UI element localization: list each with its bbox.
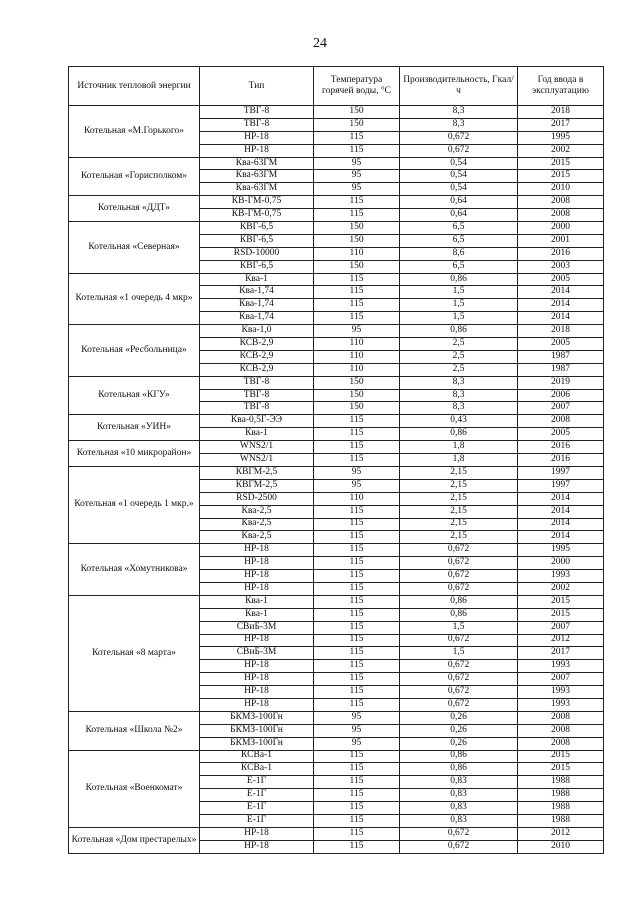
commission-year: 2005: [518, 273, 604, 286]
water-temperature: 115: [314, 441, 400, 454]
equipment-type: Ква-1: [200, 608, 314, 621]
capacity: 0,86: [400, 595, 518, 608]
commission-year: 2010: [518, 183, 604, 196]
header-water-temperature: Температура горячей воды, °С: [314, 67, 400, 106]
capacity: 2,5: [400, 338, 518, 351]
heat-source-name: Котельная «УИН»: [69, 415, 200, 441]
commission-year: 2000: [518, 557, 604, 570]
commission-year: 2008: [518, 209, 604, 222]
capacity: 2,5: [400, 350, 518, 363]
equipment-type: КСВа-1: [200, 763, 314, 776]
table-row: [69, 157, 604, 170]
water-temperature: 150: [314, 376, 400, 389]
heat-source-name: Котельная «10 микрорайон»: [69, 441, 200, 467]
water-temperature: 115: [314, 827, 400, 840]
commission-year: 2018: [518, 325, 604, 338]
capacity: 1,5: [400, 312, 518, 325]
equipment-type: НР-18: [200, 144, 314, 157]
commission-year: 1995: [518, 544, 604, 557]
capacity: 6,5: [400, 260, 518, 273]
commission-year: 1993: [518, 570, 604, 583]
capacity: 0,672: [400, 634, 518, 647]
capacity: 0,86: [400, 763, 518, 776]
commission-year: 2007: [518, 402, 604, 415]
commission-year: 2008: [518, 196, 604, 209]
capacity: 8,3: [400, 389, 518, 402]
equipment-type: СВиБ-3М: [200, 647, 314, 660]
water-temperature: 95: [314, 479, 400, 492]
capacity: 0,86: [400, 428, 518, 441]
table-row: [69, 441, 604, 454]
commission-year: 1987: [518, 350, 604, 363]
water-temperature: 95: [314, 170, 400, 183]
capacity: 0,83: [400, 802, 518, 815]
capacity: 6,5: [400, 234, 518, 247]
commission-year: 2014: [518, 531, 604, 544]
capacity: 1,5: [400, 299, 518, 312]
heat-source-name: Котельная «Дом престарелых»: [69, 827, 200, 853]
heat-source-name: Котельная «Горисполком»: [69, 157, 200, 196]
water-temperature: 115: [314, 312, 400, 325]
equipment-type: Ква-0,5Г-ЭЭ: [200, 415, 314, 428]
water-temperature: 150: [314, 260, 400, 273]
capacity: 2,15: [400, 479, 518, 492]
water-temperature: 115: [314, 686, 400, 699]
capacity: 2,15: [400, 505, 518, 518]
equipment-type: КСВа-1: [200, 750, 314, 763]
commission-year: 2006: [518, 389, 604, 402]
equipment-type: Ква-1,0: [200, 325, 314, 338]
commission-year: 1993: [518, 660, 604, 673]
equipment-type: RSD-2500: [200, 492, 314, 505]
capacity: 0,64: [400, 209, 518, 222]
commission-year: 2016: [518, 247, 604, 260]
capacity: 0,672: [400, 827, 518, 840]
equipment-type: Ква-1: [200, 273, 314, 286]
water-temperature: 115: [314, 144, 400, 157]
water-temperature: 95: [314, 724, 400, 737]
equipment-type: Ква-2,5: [200, 531, 314, 544]
commission-year: 1987: [518, 363, 604, 376]
water-temperature: 115: [314, 196, 400, 209]
water-temperature: 115: [314, 763, 400, 776]
water-temperature: 115: [314, 544, 400, 557]
heat-source-name: Котельная «Школа №2»: [69, 711, 200, 750]
capacity: 0,54: [400, 170, 518, 183]
equipment-type: Ква-1,74: [200, 286, 314, 299]
water-temperature: 115: [314, 776, 400, 789]
commission-year: 2008: [518, 724, 604, 737]
equipment-type: БКМЗ-100Гн: [200, 724, 314, 737]
commission-year: 2015: [518, 157, 604, 170]
table-row: [69, 827, 604, 840]
commission-year: 2003: [518, 260, 604, 273]
equipment-type: БКМЗ-100Гн: [200, 737, 314, 750]
capacity: 8,6: [400, 247, 518, 260]
capacity: 0,672: [400, 698, 518, 711]
equipment-type: КСВ-2,9: [200, 363, 314, 376]
water-temperature: 95: [314, 466, 400, 479]
commission-year: 2002: [518, 582, 604, 595]
commission-year: 2008: [518, 711, 604, 724]
table-row: [69, 106, 604, 119]
water-temperature: 150: [314, 389, 400, 402]
heat-source-name: Котельная «Ресбольница»: [69, 325, 200, 377]
header-heat-source: Источник тепловой энергии: [69, 67, 200, 106]
water-temperature: 110: [314, 338, 400, 351]
capacity: 0,43: [400, 415, 518, 428]
capacity: 0,86: [400, 273, 518, 286]
water-temperature: 110: [314, 363, 400, 376]
heat-source-name: Котельная «КГУ»: [69, 376, 200, 415]
equipment-type: НР-18: [200, 634, 314, 647]
water-temperature: 115: [314, 557, 400, 570]
water-temperature: 115: [314, 789, 400, 802]
water-temperature: 115: [314, 273, 400, 286]
equipment-type: Ква-1: [200, 595, 314, 608]
commission-year: 1995: [518, 131, 604, 144]
capacity: 8,3: [400, 118, 518, 131]
table-row: [69, 750, 604, 763]
commission-year: 2002: [518, 144, 604, 157]
commission-year: 2014: [518, 518, 604, 531]
commission-year: 2014: [518, 492, 604, 505]
table-row: [69, 544, 604, 557]
water-temperature: 115: [314, 802, 400, 815]
equipment-type: НР-18: [200, 582, 314, 595]
water-temperature: 95: [314, 737, 400, 750]
water-temperature: 110: [314, 350, 400, 363]
commission-year: 2007: [518, 673, 604, 686]
capacity: 0,86: [400, 750, 518, 763]
water-temperature: 95: [314, 711, 400, 724]
commission-year: 2005: [518, 428, 604, 441]
commission-year: 2015: [518, 750, 604, 763]
equipment-type: КВГ-6,5: [200, 222, 314, 235]
commission-year: 2017: [518, 647, 604, 660]
equipment-type: WNS2/1: [200, 441, 314, 454]
equipment-type: Ква-1,74: [200, 312, 314, 325]
equipment-type: БКМЗ-100Гн: [200, 711, 314, 724]
commission-year: 2014: [518, 505, 604, 518]
equipment-type: ТВГ-8: [200, 118, 314, 131]
equipment-type: Ква-2,5: [200, 505, 314, 518]
commission-year: 2014: [518, 312, 604, 325]
commission-year: 2000: [518, 222, 604, 235]
capacity: 0,83: [400, 789, 518, 802]
heat-source-name: Котельная «М.Горького»: [69, 106, 200, 158]
equipment-type: WNS2/1: [200, 454, 314, 467]
commission-year: 2018: [518, 106, 604, 119]
equipment-type: НР-18: [200, 827, 314, 840]
commission-year: 2014: [518, 299, 604, 312]
water-temperature: 150: [314, 234, 400, 247]
commission-year: 2015: [518, 170, 604, 183]
equipment-type: Ква-2,5: [200, 518, 314, 531]
table-row: [69, 273, 604, 286]
capacity: 0,26: [400, 711, 518, 724]
capacity: 0,672: [400, 557, 518, 570]
water-temperature: 115: [314, 209, 400, 222]
equipment-type: НР-18: [200, 698, 314, 711]
equipment-type: КВ-ГМ-0,75: [200, 196, 314, 209]
equipment-type: КВГ-6,5: [200, 234, 314, 247]
water-temperature: 150: [314, 222, 400, 235]
capacity: 0,672: [400, 582, 518, 595]
water-temperature: 95: [314, 157, 400, 170]
capacity: 0,54: [400, 157, 518, 170]
commission-year: 2012: [518, 827, 604, 840]
commission-year: 2008: [518, 415, 604, 428]
capacity: 0,672: [400, 673, 518, 686]
capacity: 0,86: [400, 608, 518, 621]
capacity: 1,5: [400, 621, 518, 634]
equipment-type: Ква-1: [200, 428, 314, 441]
water-temperature: 115: [314, 531, 400, 544]
equipment-type: Е-1Г: [200, 814, 314, 827]
page-number: 24: [313, 36, 327, 51]
capacity: 1,5: [400, 286, 518, 299]
water-temperature: 115: [314, 608, 400, 621]
table-row: [69, 466, 604, 479]
equipment-type: КСВ-2,9: [200, 338, 314, 351]
equipment-type: КВ-ГМ-0,75: [200, 209, 314, 222]
commission-year: 1993: [518, 698, 604, 711]
capacity: 0,672: [400, 131, 518, 144]
heat-source-name: Котельная «Военкомат»: [69, 750, 200, 827]
water-temperature: 150: [314, 118, 400, 131]
water-temperature: 115: [314, 428, 400, 441]
commission-year: 2014: [518, 286, 604, 299]
equipment-type: Е-1Г: [200, 802, 314, 815]
heat-source-name: Котельная «ДДТ»: [69, 196, 200, 222]
capacity: 0,672: [400, 660, 518, 673]
equipment-type: НР-18: [200, 660, 314, 673]
capacity: 2,5: [400, 363, 518, 376]
water-temperature: 115: [314, 299, 400, 312]
equipment-type: ТВГ-8: [200, 106, 314, 119]
equipment-type: НР-18: [200, 673, 314, 686]
capacity: 0,672: [400, 544, 518, 557]
capacity: 2,15: [400, 518, 518, 531]
boiler-equipment-table: [68, 66, 604, 854]
water-temperature: 115: [314, 595, 400, 608]
equipment-type: Ква-1,74: [200, 299, 314, 312]
capacity: 2,15: [400, 466, 518, 479]
equipment-type: НР-18: [200, 131, 314, 144]
commission-year: 2012: [518, 634, 604, 647]
header-commission-year: Год ввода в эксплуатацию: [518, 67, 604, 106]
commission-year: 2001: [518, 234, 604, 247]
equipment-type: Ква-63ГМ: [200, 183, 314, 196]
capacity: 0,672: [400, 686, 518, 699]
water-temperature: 95: [314, 183, 400, 196]
capacity: 0,83: [400, 814, 518, 827]
capacity: 0,672: [400, 840, 518, 853]
commission-year: 1988: [518, 776, 604, 789]
capacity: 0,64: [400, 196, 518, 209]
equipment-type: СВиБ-3М: [200, 621, 314, 634]
commission-year: 1997: [518, 479, 604, 492]
equipment-type: ТВГ-8: [200, 376, 314, 389]
water-temperature: 150: [314, 402, 400, 415]
capacity: 2,15: [400, 492, 518, 505]
water-temperature: 115: [314, 518, 400, 531]
water-temperature: 115: [314, 634, 400, 647]
equipment-type: КСВ-2,9: [200, 350, 314, 363]
water-temperature: 115: [314, 647, 400, 660]
water-temperature: 110: [314, 247, 400, 260]
heat-source-name: Котельная «Северная»: [69, 222, 200, 274]
equipment-type: НР-18: [200, 686, 314, 699]
table-row: [69, 222, 604, 235]
water-temperature: 115: [314, 415, 400, 428]
heat-source-name: Котельная «Хомутникова»: [69, 544, 200, 596]
commission-year: 1988: [518, 789, 604, 802]
commission-year: 2015: [518, 763, 604, 776]
capacity: 6,5: [400, 222, 518, 235]
capacity: 1,8: [400, 441, 518, 454]
capacity: 8,3: [400, 106, 518, 119]
equipment-type: КВГ-6,5: [200, 260, 314, 273]
table-row: [69, 595, 604, 608]
water-temperature: 115: [314, 286, 400, 299]
equipment-type: Ква-63ГМ: [200, 170, 314, 183]
water-temperature: 110: [314, 492, 400, 505]
commission-year: 2015: [518, 595, 604, 608]
capacity: 0,54: [400, 183, 518, 196]
equipment-type: НР-18: [200, 544, 314, 557]
commission-year: 2007: [518, 621, 604, 634]
commission-year: 2010: [518, 840, 604, 853]
equipment-type: НР-18: [200, 570, 314, 583]
header-capacity: Производительность, Гкал/ч: [400, 67, 518, 106]
table-row: [69, 325, 604, 338]
equipment-type: Е-1Г: [200, 776, 314, 789]
table-row: [69, 711, 604, 724]
water-temperature: 115: [314, 698, 400, 711]
heat-source-name: Котельная «1 очередь 1 мкр.»: [69, 466, 200, 543]
commission-year: 1997: [518, 466, 604, 479]
equipment-type: КВГМ-2,5: [200, 479, 314, 492]
commission-year: 2016: [518, 454, 604, 467]
equipment-type: НР-18: [200, 840, 314, 853]
water-temperature: 115: [314, 570, 400, 583]
capacity: 0,672: [400, 144, 518, 157]
equipment-type: ТВГ-8: [200, 402, 314, 415]
water-temperature: 115: [314, 673, 400, 686]
capacity: 0,26: [400, 737, 518, 750]
commission-year: 1988: [518, 814, 604, 827]
equipment-type: НР-18: [200, 557, 314, 570]
commission-year: 2015: [518, 608, 604, 621]
water-temperature: 115: [314, 582, 400, 595]
capacity: 8,3: [400, 376, 518, 389]
water-temperature: 115: [314, 840, 400, 853]
equipment-type: КВГМ-2,5: [200, 466, 314, 479]
capacity: 0,83: [400, 776, 518, 789]
water-temperature: 150: [314, 106, 400, 119]
water-temperature: 115: [314, 660, 400, 673]
table-body: [69, 106, 604, 854]
water-temperature: 115: [314, 505, 400, 518]
commission-year: 2008: [518, 737, 604, 750]
capacity: 0,86: [400, 325, 518, 338]
commission-year: 2016: [518, 441, 604, 454]
capacity: 0,672: [400, 570, 518, 583]
table-row: [69, 415, 604, 428]
commission-year: 1993: [518, 686, 604, 699]
table-row: [69, 376, 604, 389]
water-temperature: 115: [314, 621, 400, 634]
table-row: [69, 196, 604, 209]
water-temperature: 115: [314, 131, 400, 144]
water-temperature: 115: [314, 814, 400, 827]
water-temperature: 95: [314, 325, 400, 338]
header-type: Тип: [200, 67, 314, 106]
water-temperature: 115: [314, 750, 400, 763]
equipment-type: ТВГ-8: [200, 389, 314, 402]
heat-source-name: Котельная «1 очередь 4 мкр»: [69, 273, 200, 325]
commission-year: 2017: [518, 118, 604, 131]
capacity: 2,15: [400, 531, 518, 544]
commission-year: 2019: [518, 376, 604, 389]
capacity: 0,26: [400, 724, 518, 737]
capacity: 8,3: [400, 402, 518, 415]
equipment-type: Ква-63ГМ: [200, 157, 314, 170]
equipment-type: Е-1Г: [200, 789, 314, 802]
capacity: 1,8: [400, 454, 518, 467]
table-header-row: [69, 67, 604, 106]
water-temperature: 115: [314, 454, 400, 467]
heat-source-name: Котельная «8 марта»: [69, 595, 200, 711]
capacity: 1,5: [400, 647, 518, 660]
commission-year: 1988: [518, 802, 604, 815]
commission-year: 2005: [518, 338, 604, 351]
equipment-type: RSD-10000: [200, 247, 314, 260]
